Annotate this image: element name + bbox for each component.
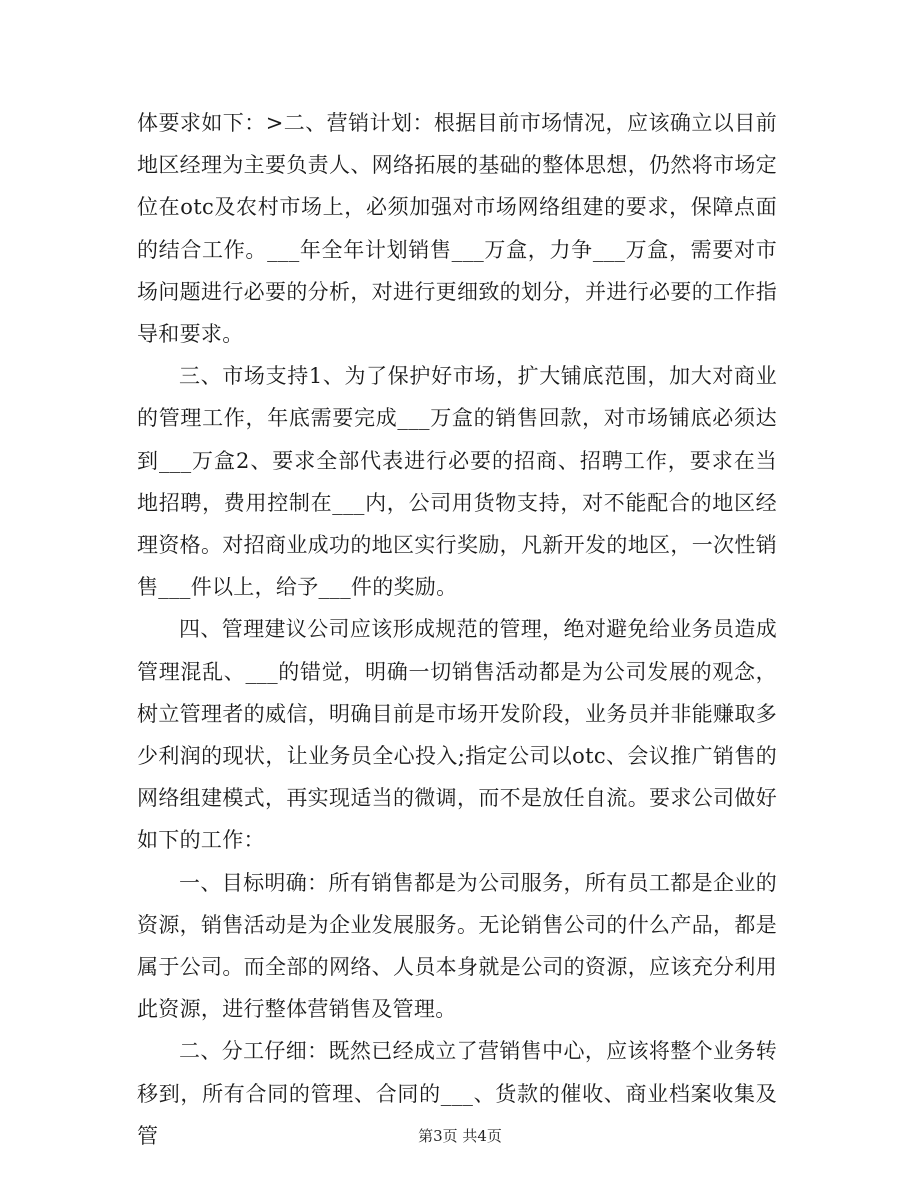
paragraph-division-of-work: 二、分工仔细：既然已经成立了营销售中心，应该将整个业务转移到，所有合同的管理、合同的___、货款的催收、商业档案收集及管 [137, 1039, 777, 1148]
paragraph-clear-goals: 一、目标明确：所有销售都是为公司服务，所有员工都是企业的资源，销售活动是为企业发展服务。无论销售公司的什么产品，都是属于公司。而全部的网络、人员本身就是公司的资源，应该充分利用此资源，进行整体营销售及管理。 [137, 870, 777, 1022]
page-number-footer: 第3页 共4页 [418, 1127, 502, 1145]
paragraph-market-support: 三、市场支持1、为了保护好市场，扩大铺底范围，加大对商业的管理工作，年底需要完成___万盒的销售回款，对市场铺底必须达到___万盒2、要求全部代表进行必要的招商、招聘工作，要求在当地招聘，费用控制在___内，公司用货物支持，对不能配合的地区经理资格。对招商业成功的地区实行奖励，凡新开发的地区，一次性销售___件以上，给予___件的奖励。 [137, 364, 777, 600]
paragraph-sales-plan: 体要求如下：>二、营销计划：根据目前市场情况，应该确立以目前地区经理为主要负责人、网络拓展的基础的整体思想，仍然将市场定位在otc及农村市场上，必须加强对市场网络组建的要求，保障点面的结合工作。___年全年计划销售___万盒，力争___万盒，需要对市场问题进行必要的分析，对进行更细致的划分，并进行必要的工作指导和要求。 [137, 111, 777, 347]
document-body [137, 102, 777, 1157]
paragraph-management-advice: 四、管理建议公司应该形成规范的管理，绝对避免给业务员造成管理混乱、___的错觉，明确一切销售活动都是为公司发展的观念，树立管理者的威信，明确目前是市场开发阶段，业务员并非能赚取多少利润的现状，让业务员全心投入;指定公司以otc、会议推广销售的网络组建模式，再实现适当的微调，而不是放任自流。要求公司做好如下的工作： [137, 617, 777, 853]
